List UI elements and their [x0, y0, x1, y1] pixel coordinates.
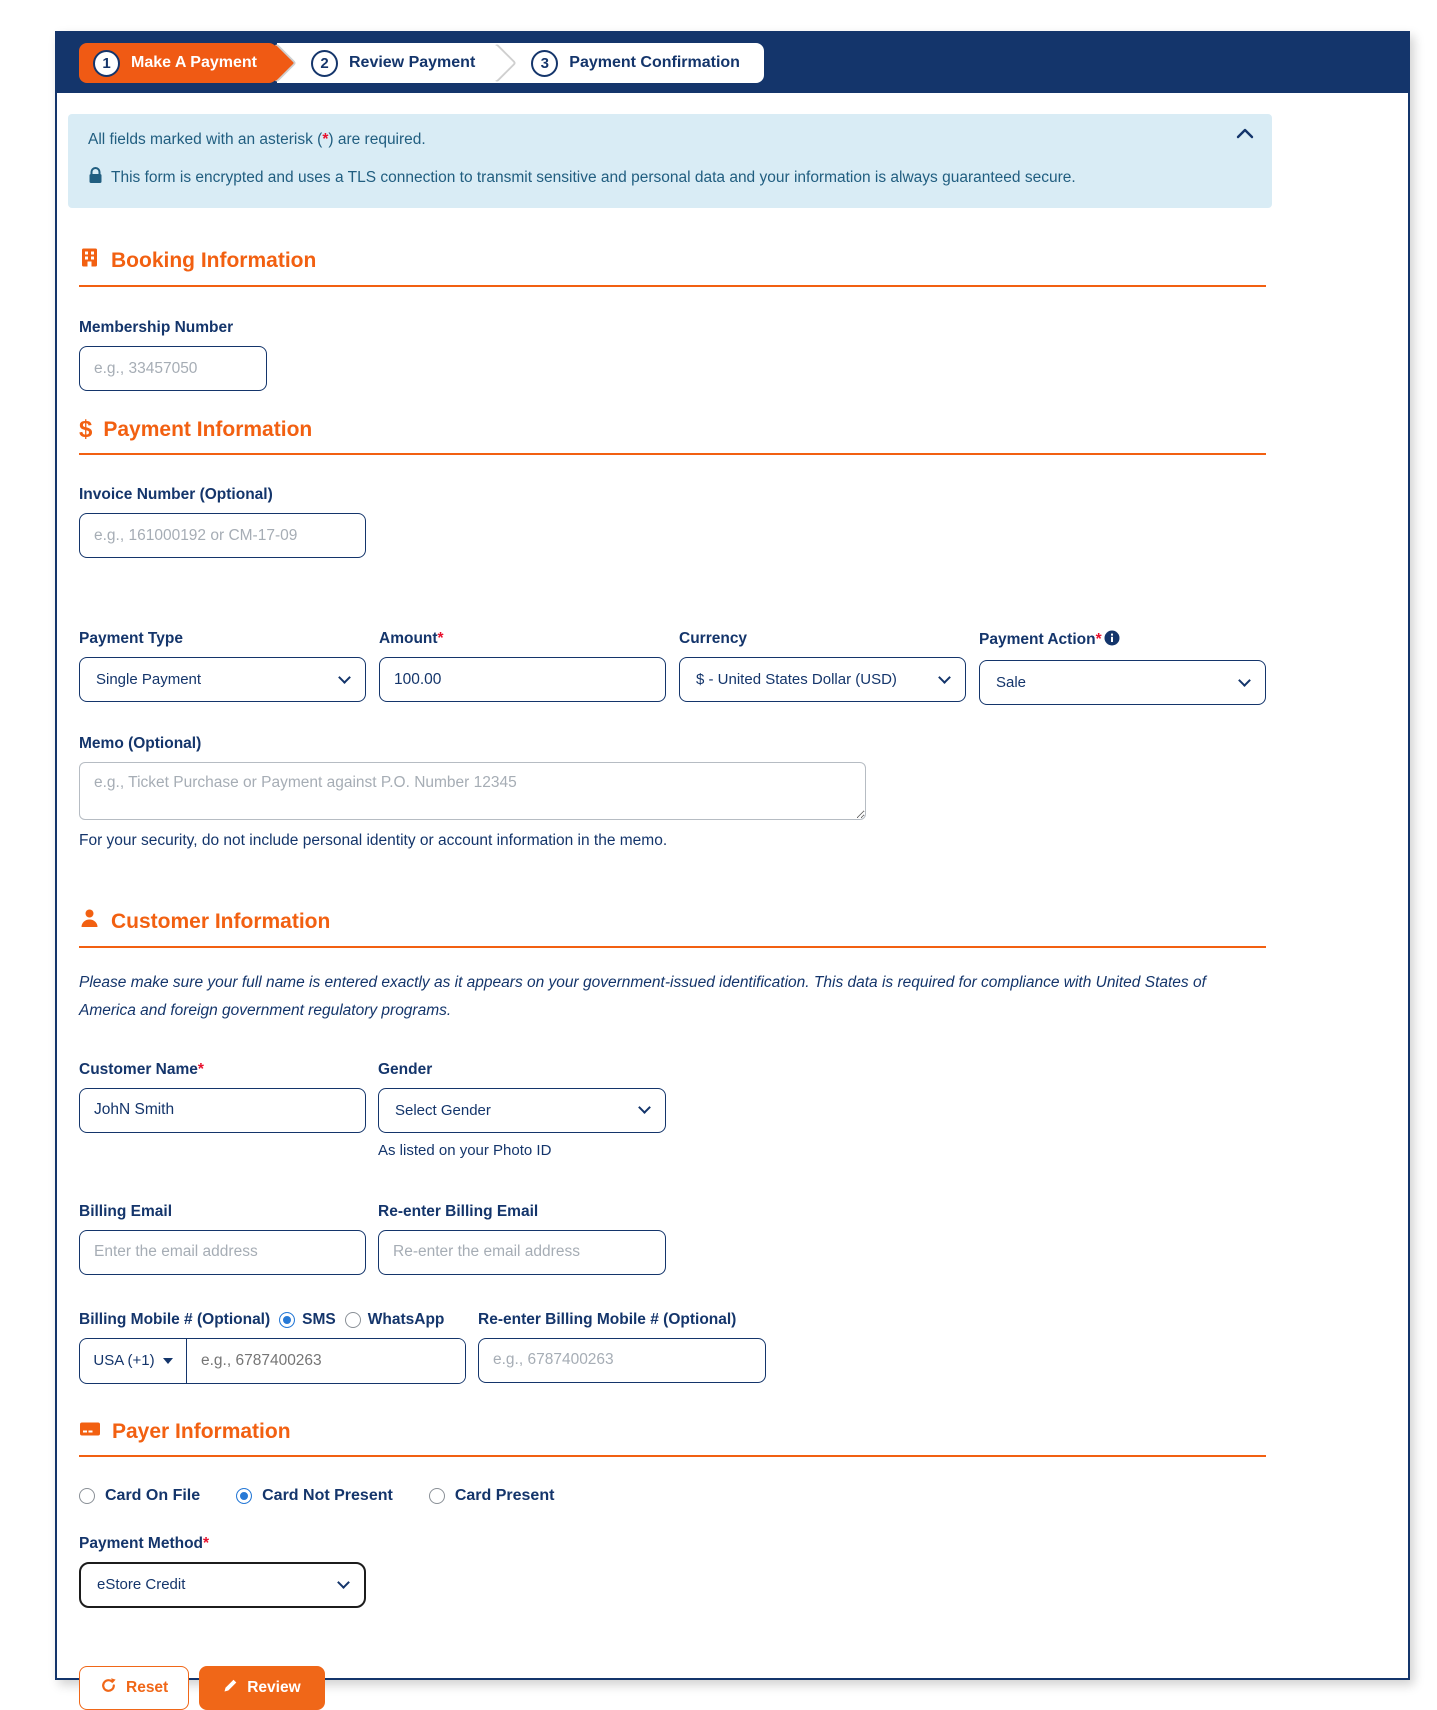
chevron-down-icon	[638, 1101, 651, 1114]
amount-label: Amount*	[379, 630, 444, 647]
step-make-a-payment[interactable]	[79, 43, 277, 83]
step-number-badge: 3	[531, 50, 558, 77]
memo-label: Memo (Optional)	[79, 735, 202, 752]
step-label: Payment Confirmation	[569, 54, 740, 71]
card-present-label: Card Present	[454, 1486, 555, 1504]
person-icon	[79, 908, 100, 935]
lock-icon	[88, 167, 103, 189]
whatsapp-radio-label: WhatsApp	[367, 1310, 445, 1328]
billing-mobile-input[interactable]	[187, 1339, 465, 1383]
membership-number-input[interactable]	[79, 346, 267, 391]
payment-action-select[interactable]: Sale	[979, 660, 1266, 705]
payment-method-select[interactable]: eStore Credit	[79, 1562, 366, 1608]
section-divider	[79, 1455, 1266, 1457]
reenter-billing-mobile-input[interactable]	[478, 1338, 766, 1383]
section-title: Booking Information	[111, 248, 317, 272]
step-review-payment[interactable]	[277, 43, 497, 83]
currency-select[interactable]: $ - United States Dollar (USD)	[679, 657, 966, 702]
card-on-file-radio[interactable]	[79, 1488, 95, 1504]
info-banner	[68, 114, 1272, 208]
credit-card-icon	[79, 1420, 101, 1444]
asterisk: *	[1095, 631, 1102, 648]
whatsapp-radio-group[interactable]	[345, 1311, 445, 1329]
section-divider	[79, 453, 1266, 455]
section-divider	[79, 285, 1266, 287]
asterisk: *	[203, 1534, 210, 1552]
payment-type-select[interactable]: Single Payment	[79, 657, 366, 702]
asterisk: *	[437, 630, 444, 647]
whatsapp-radio[interactable]	[345, 1312, 361, 1328]
memo-textarea[interactable]	[79, 762, 866, 820]
sms-radio-group[interactable]	[279, 1311, 336, 1329]
asterisk: *	[322, 131, 329, 148]
gender-label: Gender	[378, 1060, 433, 1078]
collapse-chevron-icon[interactable]	[1236, 126, 1256, 142]
info-icon[interactable]	[1104, 630, 1120, 651]
reenter-billing-email-label: Re-enter Billing Email	[378, 1202, 539, 1220]
card-on-file-radio-group[interactable]	[79, 1487, 200, 1505]
asterisk: *	[197, 1060, 204, 1078]
review-button[interactable]: Review	[199, 1666, 324, 1710]
billing-mobile-label-row	[79, 1311, 466, 1329]
section-title: Payment Information	[103, 418, 313, 441]
required-fields-note: All fields marked with an asterisk (*) are required.	[88, 131, 426, 148]
section-title: Payer Information	[112, 1419, 291, 1443]
payment-form-window	[55, 31, 1410, 1696]
reenter-billing-email-input[interactable]	[378, 1230, 666, 1275]
chevron-down-icon	[338, 671, 351, 684]
pencil-icon	[223, 1678, 238, 1698]
customer-name-label: Customer Name*	[79, 1060, 204, 1078]
card-present-radio-group[interactable]	[429, 1487, 555, 1505]
invoice-number-input[interactable]	[79, 513, 366, 558]
invoice-number-label: Invoice Number (Optional)	[79, 486, 273, 503]
chevron-down-icon	[1238, 674, 1251, 687]
card-not-present-radio[interactable]	[236, 1488, 252, 1504]
chevron-down-icon	[938, 671, 951, 684]
gender-help-text: As listed on your Photo ID	[378, 1141, 552, 1159]
step-number-badge: 1	[93, 50, 120, 77]
step-label: Make A Payment	[131, 54, 257, 71]
step-number-badge: 2	[311, 50, 338, 77]
card-on-file-label: Card On File	[105, 1486, 201, 1504]
reset-button[interactable]: Reset	[79, 1666, 189, 1710]
dropdown-triangle-icon	[163, 1358, 173, 1364]
dollar-icon: $	[79, 416, 93, 443]
step-label: Review Payment	[348, 54, 476, 71]
building-icon	[79, 247, 100, 274]
payment-section-heading	[79, 418, 1266, 442]
card-not-present-label: Card Not Present	[262, 1486, 393, 1504]
stepper	[79, 43, 764, 83]
billing-mobile-label: Billing Mobile # (Optional)	[79, 1310, 271, 1328]
refresh-icon	[100, 1677, 117, 1699]
country-code-select[interactable]: USA (+1)	[80, 1339, 187, 1383]
sms-radio-label: SMS	[302, 1310, 336, 1328]
billing-mobile-group	[79, 1338, 466, 1384]
gender-select[interactable]: Select Gender	[378, 1088, 666, 1133]
chevron-down-icon	[337, 1576, 350, 1589]
booking-section-heading	[79, 247, 1266, 274]
membership-number-label: Membership Number	[79, 319, 234, 336]
customer-section-heading	[79, 908, 1266, 935]
customer-name-input[interactable]	[79, 1088, 366, 1133]
card-present-radio[interactable]	[429, 1488, 445, 1504]
currency-label: Currency	[679, 630, 748, 647]
payment-type-label: Payment Type	[79, 630, 183, 647]
section-divider	[79, 946, 1266, 948]
section-title: Customer Information	[111, 909, 331, 933]
billing-email-input[interactable]	[79, 1230, 366, 1275]
amount-input[interactable]	[379, 657, 666, 702]
reenter-billing-mobile-label: Re-enter Billing Mobile # (Optional)	[478, 1310, 737, 1328]
memo-security-note: For your security, do not include personal identity or account information in the memo.	[79, 832, 668, 849]
billing-email-label: Billing Email	[79, 1202, 173, 1220]
sms-radio[interactable]	[279, 1312, 295, 1328]
step-payment-confirmation[interactable]	[497, 43, 764, 83]
secure-connection-note: This form is encrypted and uses a TLS connection to transmit sensitive and personal data and your information is always guaranteed secure.	[88, 167, 1222, 189]
card-not-present-radio-group[interactable]	[236, 1487, 393, 1505]
payer-section-heading	[79, 1420, 1266, 1444]
stepper-bar	[57, 33, 1408, 93]
payment-method-label: Payment Method*	[79, 1534, 210, 1552]
payment-action-label: Payment Action*	[979, 630, 1266, 651]
compliance-notice: Please make sure your full name is entered exactly as it appears on your government-issued identification. This data is required for compliance with United States of America and foreign government regulatory programs.	[79, 974, 1206, 1019]
